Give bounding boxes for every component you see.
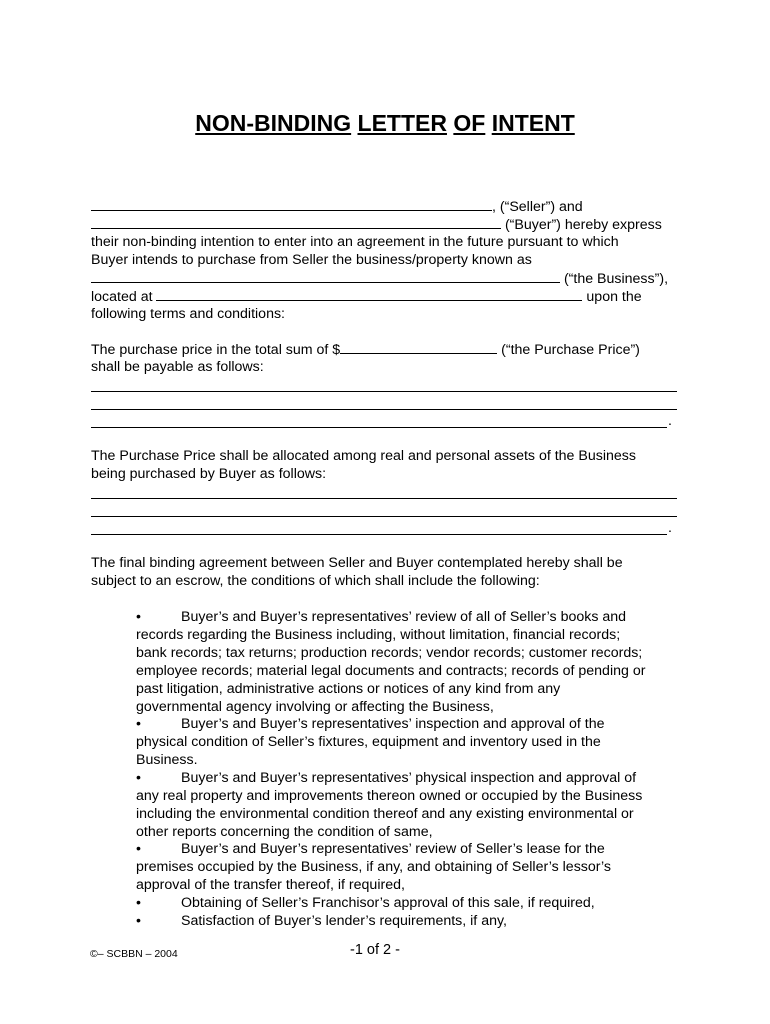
intro-text: Buyer intends to purchase from Seller the business/property known as: [91, 252, 532, 268]
bullet-item: [136, 895, 595, 913]
allocation-blank[interactable]: [91, 534, 667, 535]
allocation-text: being purchased by Buyer as follows:: [91, 466, 327, 482]
bullet-text: bank records; tax returns; production records; vendor records; customer records;: [136, 645, 643, 661]
bullet-text: other reports concerning the condition of same,: [136, 824, 433, 840]
bullet-text: Buyer’s and Buyer’s representatives’ review of all of Seller’s books and: [181, 609, 627, 625]
located-label: located at: [91, 289, 157, 305]
bullet-text: approval of the transfer thereof, if required,: [136, 877, 405, 893]
seller-name-blank[interactable]: [91, 198, 492, 211]
bullet-text: physical condition of Seller’s fixtures, equipment and inventory used in the: [136, 734, 601, 750]
seller-label: , (“Seller”) and: [492, 199, 583, 215]
bullet-item: [136, 841, 605, 859]
intro-text: their non-binding intention to enter into an agreement in the future pursuant to which: [91, 234, 619, 250]
seller-line: [91, 198, 583, 217]
payment-terms-blank[interactable]: [91, 427, 667, 428]
intro-text: following terms and conditions:: [91, 306, 285, 322]
period: .: [668, 520, 672, 536]
bullet-icon: •: [136, 913, 141, 929]
bullet-text: records regarding the Business including, without limitation, financial records;: [136, 627, 621, 643]
business-line: [91, 270, 668, 289]
price-amount-blank[interactable]: [340, 341, 497, 354]
title-word: OF: [453, 110, 486, 136]
upon-label: upon the: [582, 289, 642, 305]
bullet-text: Buyer’s and Buyer’s representatives’ physical inspection and approval of: [181, 770, 637, 786]
bullet-text: Obtaining of Seller’s Franchisor’s approval of this sale, if required,: [181, 895, 595, 911]
page-number: -1 of 2 -: [350, 942, 400, 958]
bullet-text: Business.: [136, 752, 198, 768]
payment-terms-blank[interactable]: [91, 409, 677, 410]
bullet-item: [136, 770, 636, 788]
title-word: LETTER: [357, 110, 447, 136]
title-word: INTENT: [491, 110, 575, 136]
location-blank[interactable]: [156, 288, 582, 301]
location-line: [91, 288, 642, 307]
bullet-text: Buyer’s and Buyer’s representatives’ review of Seller’s lease for the: [181, 841, 605, 857]
title-word: NON-BINDING: [195, 110, 352, 136]
business-label: (“the Business”),: [560, 271, 669, 287]
bullet-text: governmental agency involving or affecting the Business,: [136, 699, 494, 715]
document-title: [0, 109, 770, 137]
escrow-text: subject to an escrow, the conditions of which shall include the following:: [91, 573, 540, 589]
bullet-text: premises occupied by the Business, if any, and obtaining of Seller’s lessor’s: [136, 859, 612, 875]
allocation-text: The Purchase Price shall be allocated among real and personal assets of the Business: [91, 448, 636, 464]
buyer-name-blank[interactable]: [91, 216, 501, 229]
bullet-icon: •: [136, 841, 141, 857]
price-text: shall be payable as follows:: [91, 359, 264, 375]
bullet-item: [136, 609, 626, 627]
bullet-text: employee records; material legal documents and contracts; records of pending or: [136, 663, 646, 679]
buyer-label: (“Buyer”) hereby express: [501, 217, 662, 233]
business-name-blank[interactable]: [91, 270, 560, 283]
bullet-icon: •: [136, 716, 141, 732]
escrow-text: The final binding agreement between Seller and Buyer contemplated hereby shall be: [91, 555, 623, 571]
bullet-text: past litigation, administrative actions or notices of any kind from any: [136, 681, 561, 697]
bullet-item: [136, 913, 507, 931]
bullet-icon: •: [136, 770, 141, 786]
allocation-blank[interactable]: [91, 516, 677, 517]
copyright-notice: ©– SCBBN – 2004: [90, 948, 178, 960]
bullet-text: Satisfaction of Buyer’s lender’s requirements, if any,: [181, 913, 507, 929]
period: .: [668, 413, 672, 429]
bullet-text: including the environmental condition thereof and any existing environmental or: [136, 806, 634, 822]
bullet-text: any real property and improvements thereon owned or occupied by the Business: [136, 788, 643, 804]
bullet-icon: •: [136, 609, 141, 625]
price-line: [91, 341, 640, 360]
payment-terms-blank[interactable]: [91, 391, 677, 392]
purchase-price-label: (“the Purchase Price”): [497, 342, 640, 358]
price-label: The purchase price in the total sum of $: [91, 342, 341, 358]
allocation-blank[interactable]: [91, 498, 677, 499]
bullet-icon: •: [136, 895, 141, 911]
bullet-item: [136, 716, 605, 734]
bullet-text: Buyer’s and Buyer’s representatives’ inspection and approval of the: [181, 716, 605, 732]
buyer-line: [91, 216, 662, 235]
